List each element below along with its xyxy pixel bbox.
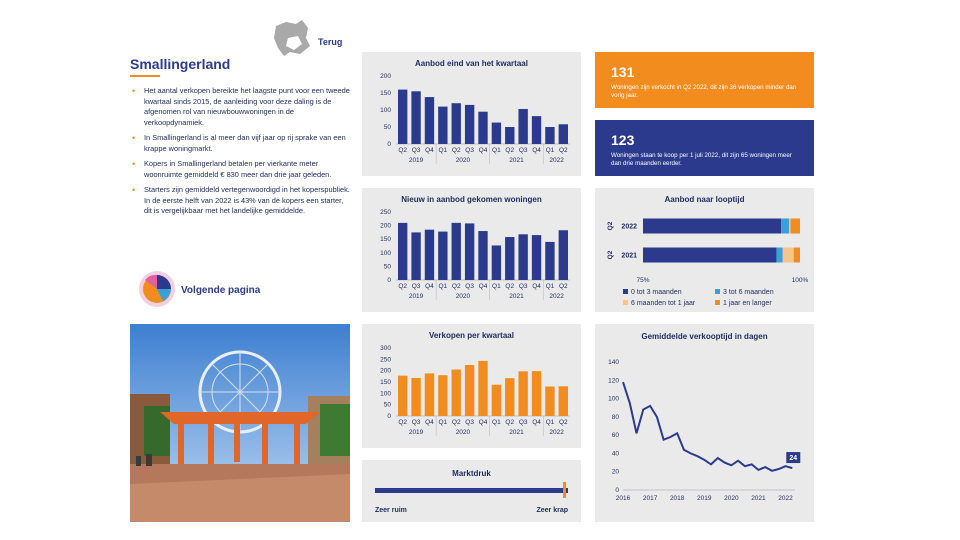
kpi-value: 123 xyxy=(611,132,635,148)
bar xyxy=(505,237,514,280)
year-label: 2019 xyxy=(408,293,424,300)
x-tick-label: Q1 xyxy=(492,283,501,290)
year-label: 2021 xyxy=(509,293,524,300)
x-tick-label: Q3 xyxy=(518,283,528,290)
bar xyxy=(465,105,474,144)
kpi-text: Woningen zijn verkocht in Q2 2022, dit zijn 36 verkopen minder dan vorig jaar. xyxy=(611,84,797,99)
y-tick-label: 50 xyxy=(383,401,391,409)
x-tick-label: Q4 xyxy=(478,147,488,154)
series-line xyxy=(623,382,792,471)
bar-chart-aanbod xyxy=(362,52,581,176)
stacked-segment xyxy=(643,219,781,234)
x-tick-label: Q2 xyxy=(451,419,461,426)
line-chart-verkooptijd xyxy=(595,324,814,522)
x-tick-label: 2022 xyxy=(778,495,793,502)
bar xyxy=(559,124,568,144)
legend-swatch xyxy=(715,289,720,294)
chart-panel-verkooptijd xyxy=(595,324,814,522)
x-tick-label: Q3 xyxy=(518,147,528,154)
stacked-segment xyxy=(643,248,776,263)
x-tick-label: Q3 xyxy=(411,419,421,426)
x-tick-label: Q2 xyxy=(505,147,515,154)
x-tick-label: Q2 xyxy=(558,283,568,290)
chart-panel-aanbod xyxy=(362,52,581,176)
year-label: 2020 xyxy=(455,429,471,436)
title-underline xyxy=(130,75,160,77)
bar xyxy=(492,245,501,280)
legend-swatch xyxy=(623,300,628,305)
x-tick-label: 2017 xyxy=(642,495,658,502)
y-tick-label: 250 xyxy=(380,356,391,364)
chart-panel-verkopen xyxy=(362,324,581,448)
x-tick-label: 2016 xyxy=(615,495,631,502)
bar xyxy=(438,232,447,280)
y-tick-label: 150 xyxy=(380,379,391,386)
bar xyxy=(398,223,407,280)
bar xyxy=(532,371,541,416)
bar xyxy=(411,232,420,280)
x-tick-label: Q1 xyxy=(438,419,448,426)
kpi-sold xyxy=(595,52,814,108)
kpi-value: 131 xyxy=(611,64,635,80)
x-tick-label: Q3 xyxy=(411,283,421,290)
y-tick-label: 120 xyxy=(608,377,619,385)
next-page-pie-icon[interactable] xyxy=(138,270,176,313)
chart-title: Verkopen per kwartaal xyxy=(429,331,514,340)
year-label: 2021 xyxy=(509,157,524,164)
bar xyxy=(425,373,434,416)
x-tick-label: Q3 xyxy=(465,147,474,154)
summary-bullet: • Het aantal verkopen bereikte het laagste punt voor een tweede kwartaal sinds 2015, de aanleiding voor deze daling is de afgenomen rol van nieuwbouwwoningen in de verkoopdynamiek. xyxy=(130,86,352,128)
x-tick-label: Q4 xyxy=(478,283,488,290)
bar xyxy=(505,127,514,144)
x-tick-label: Q4 xyxy=(425,419,434,426)
year-label: 2022 xyxy=(549,157,564,164)
bar xyxy=(452,223,461,280)
next-page-link[interactable]: Volgende pagina xyxy=(181,285,261,296)
y-tick-label: 100 xyxy=(380,107,391,114)
bar xyxy=(452,370,461,416)
legend-swatch xyxy=(623,289,628,294)
year-label: 2021 xyxy=(509,429,524,436)
year-label: 2022 xyxy=(549,429,564,436)
bar xyxy=(545,127,554,144)
summary-bullet: • Starters zijn gemiddeld vertegenwoordigd in het koperspubliek. In de eerste helft van 2022 is 43% van de kopers een starter, dit is vergelijkbaar met het landelijke gemiddelde. xyxy=(130,185,352,217)
bar xyxy=(411,91,420,144)
x-tick-label: Q1 xyxy=(545,147,555,154)
bar xyxy=(411,378,420,416)
x-tick-label: Q3 xyxy=(465,419,474,426)
bar xyxy=(545,242,554,280)
x-tick-label: 2019 xyxy=(697,495,712,502)
y-tick-label: 0 xyxy=(387,141,391,148)
stacked-segment xyxy=(783,248,794,263)
bar xyxy=(425,97,434,144)
y-tick-label: 200 xyxy=(380,367,391,375)
y-tick-label: 250 xyxy=(380,209,391,216)
bar xyxy=(398,90,407,144)
x-tick-label: Q1 xyxy=(492,419,501,426)
chart-title: Nieuw in aanbod gekomen woningen xyxy=(401,195,542,204)
x-tick-label: 2018 xyxy=(669,495,685,502)
marktdruk-panel xyxy=(362,460,581,522)
summary-list xyxy=(130,86,352,222)
marktdruk-marker xyxy=(563,482,566,498)
x-tick-label: Q4 xyxy=(532,283,541,290)
bar xyxy=(518,234,527,280)
bar-chart-nieuw xyxy=(362,188,581,312)
summary-bullet: • In Smallingerland is al meer dan vijf jaar op rij sprake van een krappe woningmarkt. xyxy=(130,133,352,154)
year-label: 2020 xyxy=(455,157,471,164)
x-tick-label: Q2 xyxy=(558,419,568,426)
y-tick-label: 80 xyxy=(611,413,619,421)
town-square-photo xyxy=(130,324,350,522)
bar xyxy=(505,378,514,416)
x-tick-label: Q4 xyxy=(425,147,434,154)
x-tick-label: Q2 xyxy=(398,147,408,154)
marktdruk-right-label: Zeer krap xyxy=(536,507,568,514)
y-tick-label: 0 xyxy=(387,277,391,284)
y-tick-label: 150 xyxy=(380,236,391,244)
stacked-segment xyxy=(794,248,800,263)
bar xyxy=(492,123,501,144)
y-tick-label: 0 xyxy=(387,413,391,420)
bar xyxy=(478,361,487,416)
stacked-segment xyxy=(776,248,782,263)
bar xyxy=(545,387,554,416)
x-tick-label: Q4 xyxy=(532,147,541,154)
x-tick-label: 75% xyxy=(636,277,650,284)
y-tick-label: 300 xyxy=(380,345,391,352)
bar xyxy=(518,109,527,144)
kpi-for-sale xyxy=(595,120,814,176)
x-tick-label: Q4 xyxy=(425,283,434,290)
bar xyxy=(398,376,407,416)
x-tick-label: Q1 xyxy=(492,147,501,154)
last-value-label: 24 xyxy=(789,455,798,463)
marktdruk-left-label: Zeer ruim xyxy=(375,507,407,514)
legend-label: 3 tot 6 maanden xyxy=(723,289,774,296)
x-tick-label: Q2 xyxy=(451,147,461,154)
x-tick-label: Q2 xyxy=(451,283,461,290)
legend-label: 1 jaar en langer xyxy=(723,300,772,307)
legend-swatch xyxy=(715,300,720,305)
bar xyxy=(438,375,447,416)
x-tick-label: Q2 xyxy=(398,419,408,426)
x-tick-label: Q4 xyxy=(532,419,541,426)
x-tick-label: Q3 xyxy=(411,147,421,154)
back-link[interactable]: Terug xyxy=(318,37,343,47)
bar xyxy=(452,103,461,144)
bar xyxy=(559,230,568,280)
y-tick-label: 200 xyxy=(380,222,391,230)
chart-title: Gemiddelde verkooptijd in dagen xyxy=(641,332,768,341)
page-title: Smallingerland xyxy=(130,56,231,72)
year-label: 2022 xyxy=(549,293,564,300)
y-tick-label: 0 xyxy=(615,487,619,494)
bar xyxy=(478,231,487,280)
y-tick-label: 50 xyxy=(383,124,391,131)
stacked-segment xyxy=(781,219,789,234)
x-tick-label: Q2 xyxy=(558,147,568,154)
y-tick-label: 150 xyxy=(380,90,391,97)
year-label: 2020 xyxy=(455,293,471,300)
x-tick-label: 100% xyxy=(791,277,809,284)
y-tick-label: 100 xyxy=(608,395,619,403)
bar xyxy=(465,223,474,280)
x-tick-label: Q2 xyxy=(505,419,515,426)
y-tick-label: 20 xyxy=(611,468,619,476)
y-tick-label: 60 xyxy=(611,432,619,440)
x-tick-label: Q2 xyxy=(398,283,408,290)
group-label: Q2 xyxy=(607,250,614,260)
year-label: 2019 xyxy=(408,429,424,436)
bar xyxy=(532,235,541,280)
group-label: Q2 xyxy=(607,221,614,231)
chart-panel-looptijd xyxy=(595,188,814,312)
summary-bullet: • Kopers in Smallingerland betalen per vierkante meter woonruimte gemiddeld € 830 meer dan drie jaar geleden. xyxy=(130,159,352,180)
y-tick-label: 50 xyxy=(383,263,391,271)
chart-title: Marktdruk xyxy=(452,469,491,478)
marktdruk-bar xyxy=(375,488,568,493)
bar xyxy=(478,112,487,144)
y-tick-label: 100 xyxy=(380,249,391,257)
bar-chart-verkopen xyxy=(362,324,581,448)
stacked-segment xyxy=(789,219,791,234)
x-tick-label: Q4 xyxy=(478,419,488,426)
x-tick-label: Q3 xyxy=(518,419,528,426)
bar xyxy=(465,365,474,416)
x-tick-label: Q2 xyxy=(505,283,515,290)
bar xyxy=(438,107,447,144)
legend-label: 0 tot 3 maanden xyxy=(631,289,682,296)
region-map-icon[interactable] xyxy=(270,18,314,67)
bar xyxy=(492,385,501,416)
x-tick-label: Q3 xyxy=(465,283,474,290)
bar xyxy=(559,386,568,416)
chart-title: Aanbod naar looptijd xyxy=(664,195,745,204)
chart-panel-nieuw xyxy=(362,188,581,312)
stacked-bar-looptijd xyxy=(595,188,814,312)
x-tick-label: Q1 xyxy=(545,419,555,426)
y-tick-label: 100 xyxy=(380,390,391,398)
x-tick-label: 2020 xyxy=(724,495,739,502)
y-tick-label: 40 xyxy=(611,450,619,458)
legend-label: 6 maanden tot 1 jaar xyxy=(631,300,696,307)
year-label: 2019 xyxy=(408,157,424,164)
category-label: 2021 xyxy=(621,252,637,260)
y-tick-label: 200 xyxy=(380,73,391,80)
bar xyxy=(518,371,527,416)
kpi-text: Woningen staan te koop per 1 juli 2022, dit zijn 65 woningen meer dan drie maanden eerder. xyxy=(611,152,792,167)
chart-title: Aanbod eind van het kwartaal xyxy=(415,59,528,68)
x-tick-label: Q1 xyxy=(438,283,448,290)
bar xyxy=(532,116,541,144)
x-tick-label: 2021 xyxy=(751,495,766,502)
x-tick-label: Q1 xyxy=(438,147,448,154)
bar xyxy=(425,230,434,280)
x-tick-label: Q1 xyxy=(545,283,555,290)
y-tick-label: 140 xyxy=(608,359,619,366)
category-label: 2022 xyxy=(621,223,637,231)
stacked-segment xyxy=(791,219,800,234)
